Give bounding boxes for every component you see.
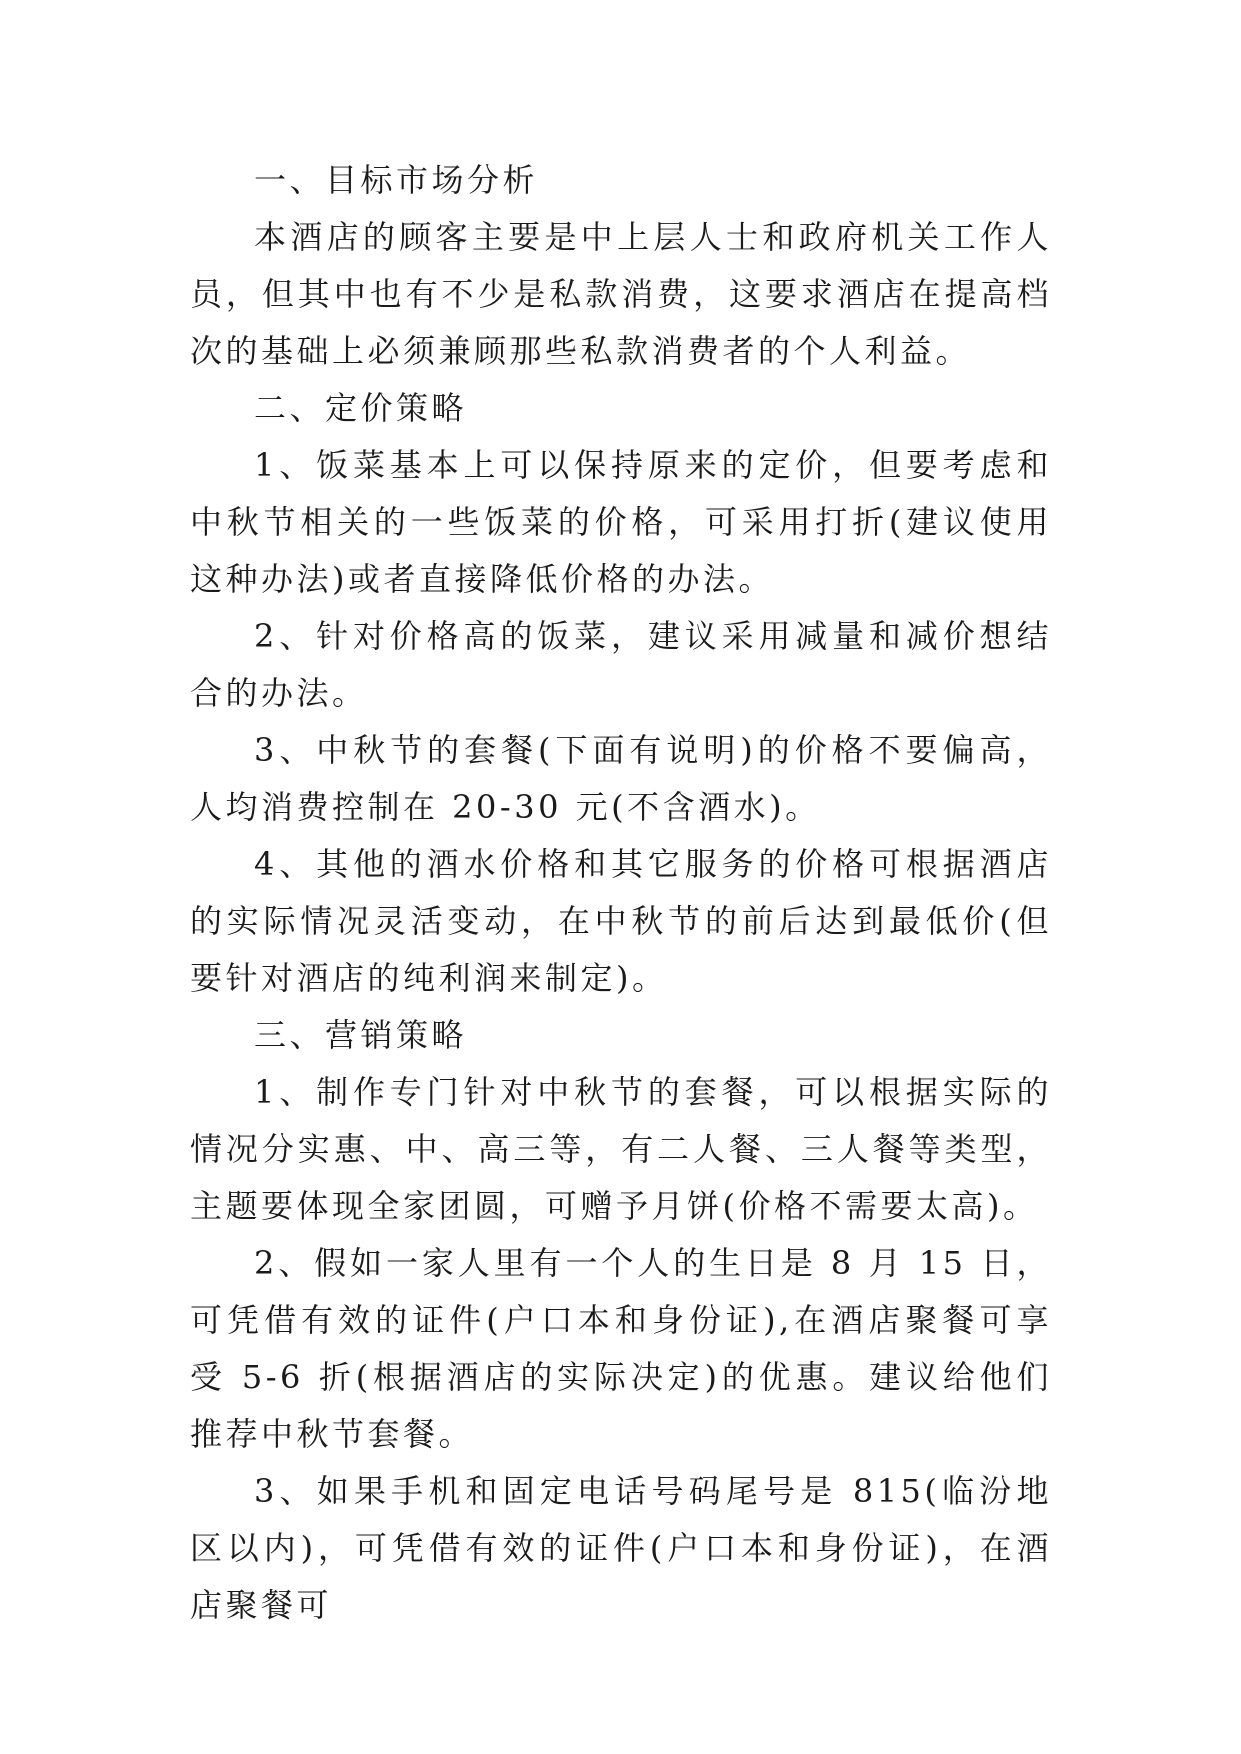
document-body (190, 152, 1052, 1634)
paragraph-marketing-1: 1、制作专门针对中秋节的套餐，可以根据实际的情况分实惠、中、高三等，有二人餐、三人餐等类型，主题要体现全家团圆，可赠予月饼(价格不需要太高)。 (190, 1073, 1052, 1225)
section-heading-pricing: 二、定价策略 (254, 389, 468, 427)
paragraph-marketing-2: 2、假如一家人里有一个人的生日是 8 月 15 日，可凭借有效的证件(户口本和身份证),在酒店聚餐可享受 5-6 折(根据酒店的实际决定)的优惠。建议给他们推荐中秋节套餐。 (190, 1244, 1052, 1453)
paragraph-marketing-3: 3、如果手机和固定电话号码尾号是 815(临汾地区以内)，可凭借有效的证件(户口本和身份证)，在酒店聚餐可 (190, 1472, 1052, 1624)
paragraph-pricing-3: 3、中秋节的套餐(下面有说明)的价格不要偏高，人均消费控制在 20-30 元(不含酒水)。 (190, 731, 1052, 826)
paragraph-pricing-2: 2、针对价格高的饭菜，建议采用减量和减价想结合的办法。 (190, 617, 1052, 712)
section-heading-marketing: 三、营销策略 (254, 1016, 468, 1054)
section-heading-target-market: 一、目标市场分析 (254, 161, 539, 199)
paragraph-customer-analysis: 本酒店的顾客主要是中上层人士和政府机关工作人员，但其中也有不少是私款消费，这要求酒店在提高档次的基础上必须兼顾那些私款消费者的个人利益。 (190, 218, 1052, 370)
paragraph-pricing-1: 1、饭菜基本上可以保持原来的定价，但要考虑和中秋节相关的一些饭菜的价格，可采用打折(建议使用这种办法)或者直接降低价格的办法。 (190, 446, 1052, 598)
paragraph-pricing-4: 4、其他的酒水价格和其它服务的价格可根据酒店的实际情况灵活变动，在中秋节的前后达到最低价(但要针对酒店的纯利润来制定)。 (190, 845, 1052, 997)
